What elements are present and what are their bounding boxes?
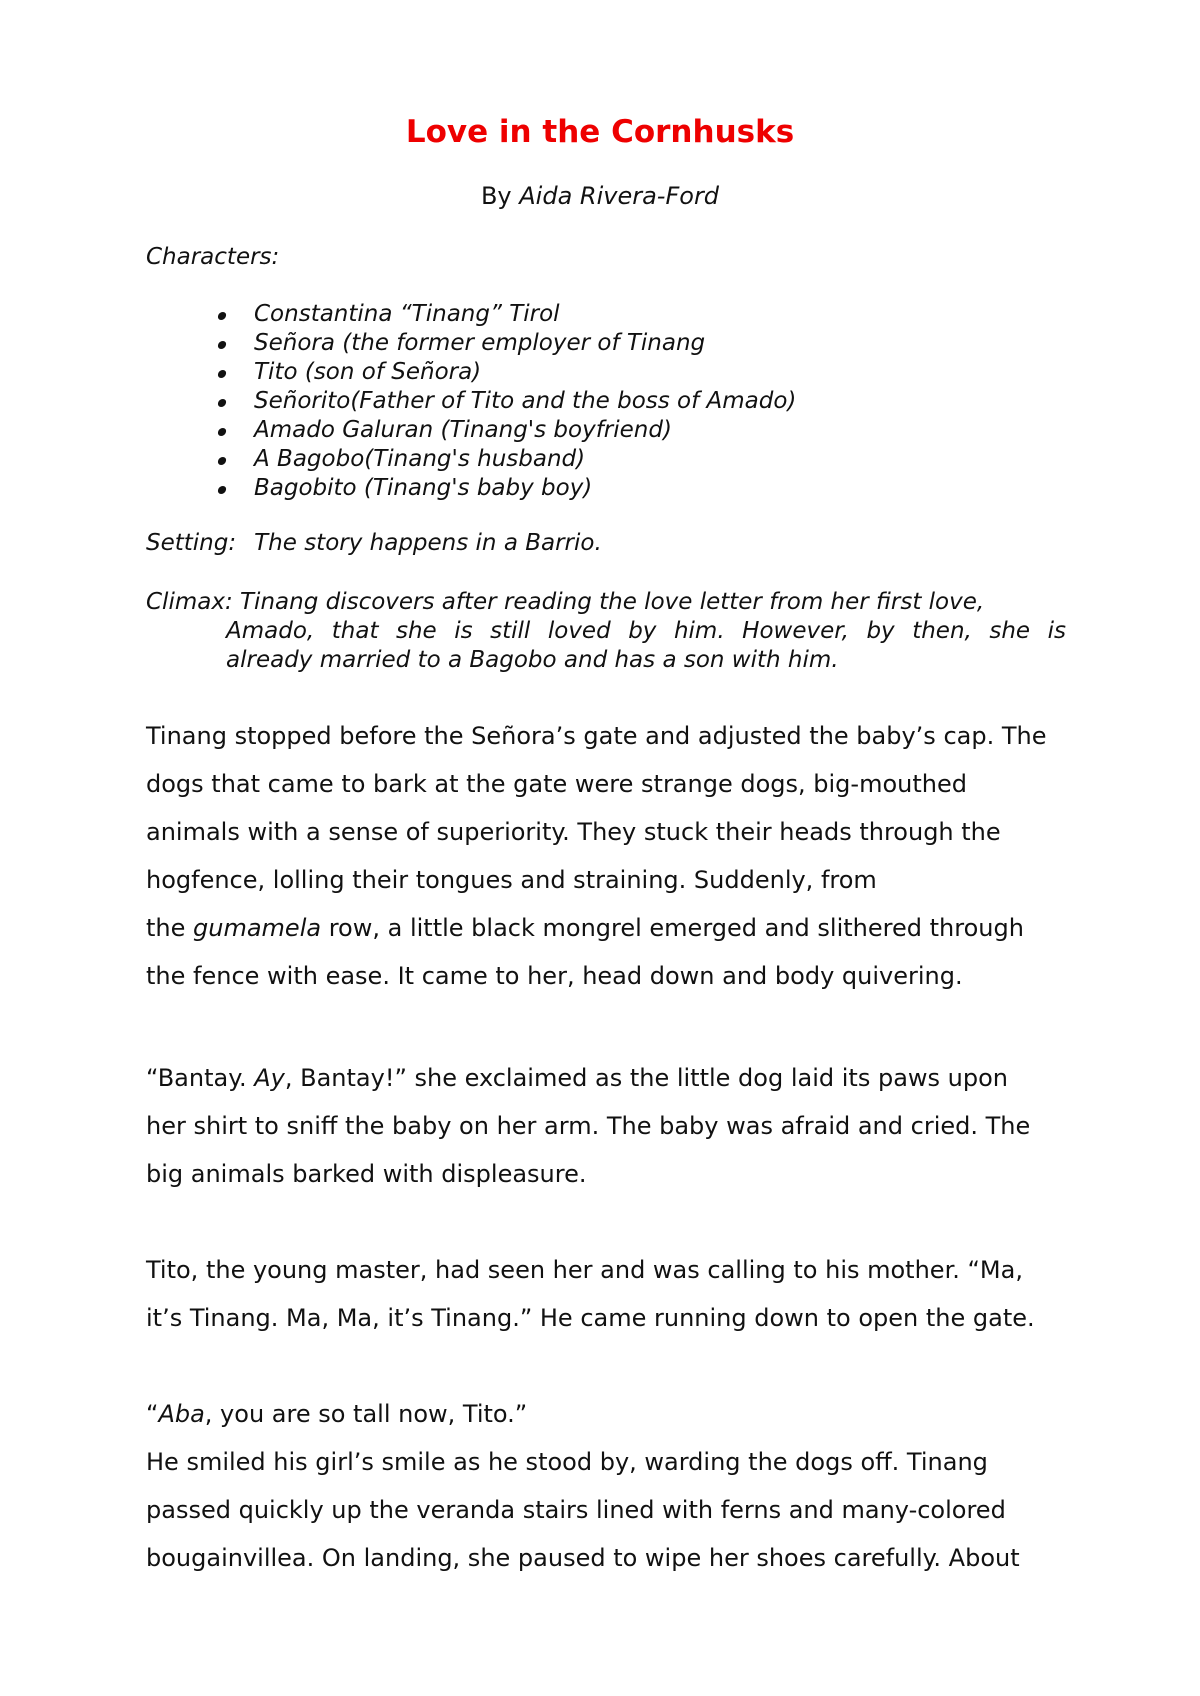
byline-prefix: By xyxy=(480,182,520,210)
bullet-icon xyxy=(217,341,227,349)
list-item xyxy=(218,474,796,503)
characters-list xyxy=(218,300,796,503)
setting-text: The story happens in a Barrio. xyxy=(254,530,602,556)
text-segment: , you are so tall now, Tito.” xyxy=(204,1400,528,1428)
bullet-icon xyxy=(217,486,227,494)
characters-label: Characters: xyxy=(146,244,280,270)
character-name: A Bagobo(Tinang's husband) xyxy=(254,446,586,472)
bullet-icon xyxy=(217,399,227,407)
climax-line: already married to a Bagobo and has a son with him. xyxy=(226,647,839,673)
text-line: animals with a sense of superiority. They stuck their heads through the xyxy=(146,818,1001,846)
document-title: Love in the Cornhusks xyxy=(405,114,795,150)
bullet-icon xyxy=(217,312,227,320)
bullet-icon xyxy=(217,428,227,436)
bullet-icon xyxy=(217,457,227,465)
text-line: He smiled his girl’s smile as he stood by, warding the dogs off. Tinang xyxy=(146,1448,988,1476)
text-line: hogfence, lolling their tongues and straining. Suddenly, from xyxy=(146,866,877,894)
emphasis-word: Aba xyxy=(158,1400,205,1428)
text-segment: row, a little black mongrel emerged and slithered through xyxy=(321,914,1024,942)
story-paragraph xyxy=(146,712,1076,1000)
text-line: dogs that came to bark at the gate were strange dogs, big-mouthed xyxy=(146,770,967,798)
character-name: Constantina “Tinang” Tirol xyxy=(254,301,560,327)
text-line: Tito, the young master, had seen her and was calling to his mother. “Ma, xyxy=(146,1256,1023,1284)
text-line: it’s Tinang. Ma, Ma, it’s Tinang.” He came running down to open the gate. xyxy=(146,1304,1035,1332)
list-item xyxy=(218,445,796,474)
text-line xyxy=(146,1390,1076,1438)
setting-label: Setting: xyxy=(146,530,237,556)
bullet-icon xyxy=(217,370,227,378)
text-line: the fence with ease. It came to her, head down and body quivering. xyxy=(146,962,963,990)
text-line xyxy=(146,1054,1076,1102)
text-line: her shirt to sniff the baby on her arm. The baby was afraid and cried. The xyxy=(146,1112,1031,1140)
text-segment: the xyxy=(146,914,194,942)
climax-section xyxy=(146,588,1066,675)
list-item xyxy=(218,358,796,387)
text-line: big animals barked with displeasure. xyxy=(146,1160,587,1188)
text-line: bougainvillea. On landing, she paused to wipe her shoes carefully. About xyxy=(146,1544,1020,1572)
climax-line: Climax: Tinang discovers after reading the love letter from her first love, xyxy=(146,589,985,615)
byline xyxy=(0,182,1200,210)
emphasis-word: gumamela xyxy=(193,914,322,942)
list-item xyxy=(218,387,796,416)
list-item xyxy=(218,300,796,329)
setting-section xyxy=(146,530,602,556)
character-name: Señora (the former employer of Tinang xyxy=(254,330,706,356)
story-paragraph xyxy=(146,1246,1076,1342)
text-line: Tinang stopped before the Señora’s gate and adjusted the baby’s cap. The xyxy=(146,722,1047,750)
list-item xyxy=(218,416,796,445)
story-paragraph xyxy=(146,1054,1076,1198)
emphasis-word: Ay xyxy=(254,1064,285,1092)
text-line xyxy=(146,904,1076,952)
character-name: Amado Galuran (Tinang's boyfriend) xyxy=(254,417,672,443)
character-name: Bagobito (Tinang's baby boy) xyxy=(254,475,593,501)
character-name: Tito (son of Señora) xyxy=(254,359,482,385)
author-name: Aida Rivera-Ford xyxy=(519,182,720,210)
story-paragraph xyxy=(146,1390,1076,1582)
text-segment: “ xyxy=(146,1400,159,1428)
character-name: Señorito(Father of Tito and the boss of Amado) xyxy=(254,388,797,414)
list-item xyxy=(218,329,796,358)
text-segment: “Bantay. xyxy=(146,1064,255,1092)
text-segment: , Bantay!” she exclaimed as the little dog laid its paws upon xyxy=(284,1064,1008,1092)
text-line: passed quickly up the veranda stairs lined with ferns and many-colored xyxy=(146,1496,1006,1524)
climax-line: Amado, that she is still loved by him. However, by then, she is xyxy=(226,618,1066,644)
